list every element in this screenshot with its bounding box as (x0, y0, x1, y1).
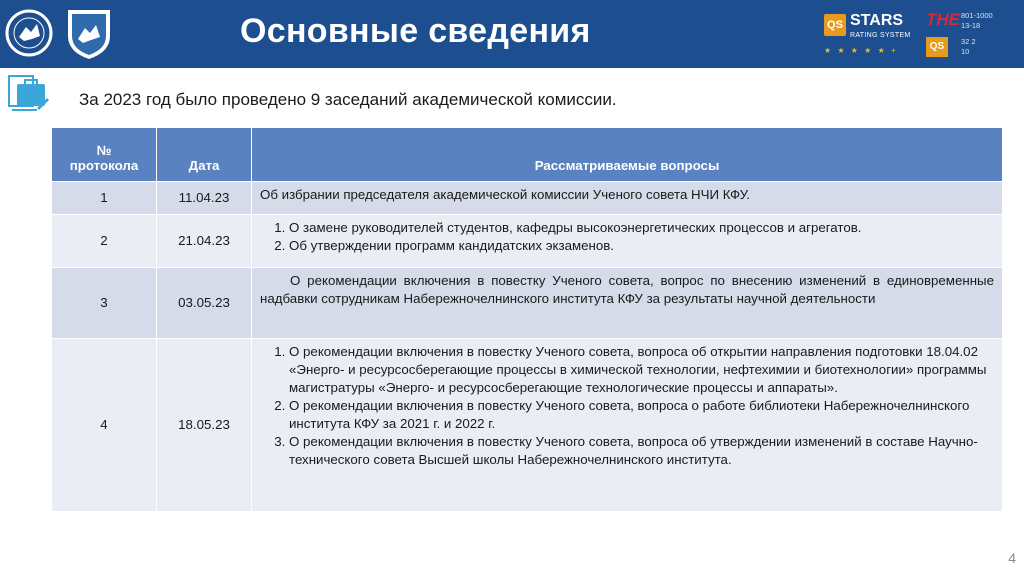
protocol-date: 11.04.23 (157, 182, 252, 215)
qs-ranking-logo: QS (926, 37, 948, 57)
qs-rating-label: RATING SYSTEM (850, 32, 911, 39)
protocol-date: 03.05.23 (157, 268, 252, 339)
table-row (52, 182, 1003, 215)
documents-icon (7, 72, 49, 116)
qs-rank-values: 32 2 10 (961, 37, 976, 56)
topic-item: 2. О рекомендации включения в повестку Ученого совета, вопроса о работе библиотеки Набережночелнинского института КФУ за 2021 г. и 2022 г. (289, 397, 994, 433)
the-ranking-logo: THE (926, 10, 960, 29)
table-row (52, 268, 1003, 339)
qs-stars-label: STARS (850, 12, 904, 29)
header-bar (0, 0, 1024, 68)
protocol-date: 18.05.23 (157, 339, 252, 512)
star-rating-icon: ★ ★ ★ ★ ★ + (824, 46, 898, 55)
protocol-topic: Об избрании председателя академической комиссии Ученого совета НЧИ КФУ. (252, 182, 1003, 215)
university-seal-logo (4, 6, 54, 61)
protocol-number: 3 (52, 268, 157, 339)
topic-item: 2. Об утверждении программ кандидатских экзаменов. (289, 237, 994, 255)
intro-text: За 2023 год было проведено 9 заседаний академической комиссии. (79, 90, 617, 109)
topic-item: 1. О замене руководителей студентов, кафедры высокоэнергетических процессов и агрегатов. (289, 219, 994, 237)
protocol-date: 21.04.23 (157, 215, 252, 268)
qs-badge: QS (824, 14, 846, 36)
institute-shield-logo (64, 6, 114, 61)
qs-stars-logo (824, 12, 914, 58)
topic-item: 3. О рекомендации включения в повестку Ученого совета, вопроса об утверждении изменений в составе Научно-технического совета Высшей школы Набережночелнинского института. (289, 433, 994, 469)
table-row (52, 339, 1003, 512)
the-rank-values: 801-1000 13-18 (961, 11, 993, 30)
table-header-row (52, 128, 1003, 182)
table-row (52, 215, 1003, 268)
protocol-topics (252, 339, 1003, 512)
protocol-number: 2 (52, 215, 157, 268)
header-protocol-number: № протокола (52, 128, 157, 182)
header-topics: Рассматриваемые вопросы (252, 128, 1003, 182)
page-number: 4 (1008, 550, 1016, 566)
protocols-table (51, 127, 1003, 512)
protocol-topics (252, 215, 1003, 268)
protocol-number: 4 (52, 339, 157, 512)
page-title: Основные сведения (240, 12, 591, 50)
protocol-number: 1 (52, 182, 157, 215)
topic-item: 1. О рекомендации включения в повестку Ученого совета, вопроса об открытии направления подготовки 18.04.02 «Энерго- и ресурсосберегающие процессы в химической технологии, нефтехимии и биотехнологии» программы магистратуры «Энерго- и ресурсосберегающие технологические процессы и аппараты». (289, 343, 994, 397)
header-date: Дата (157, 128, 252, 182)
protocol-topic: О рекомендации включения в повестку Ученого совета, вопрос по внесению изменений в единовременные надбавки сотрудникам Набережночелнинского института КФУ за результаты научной деятельности (252, 268, 1003, 339)
